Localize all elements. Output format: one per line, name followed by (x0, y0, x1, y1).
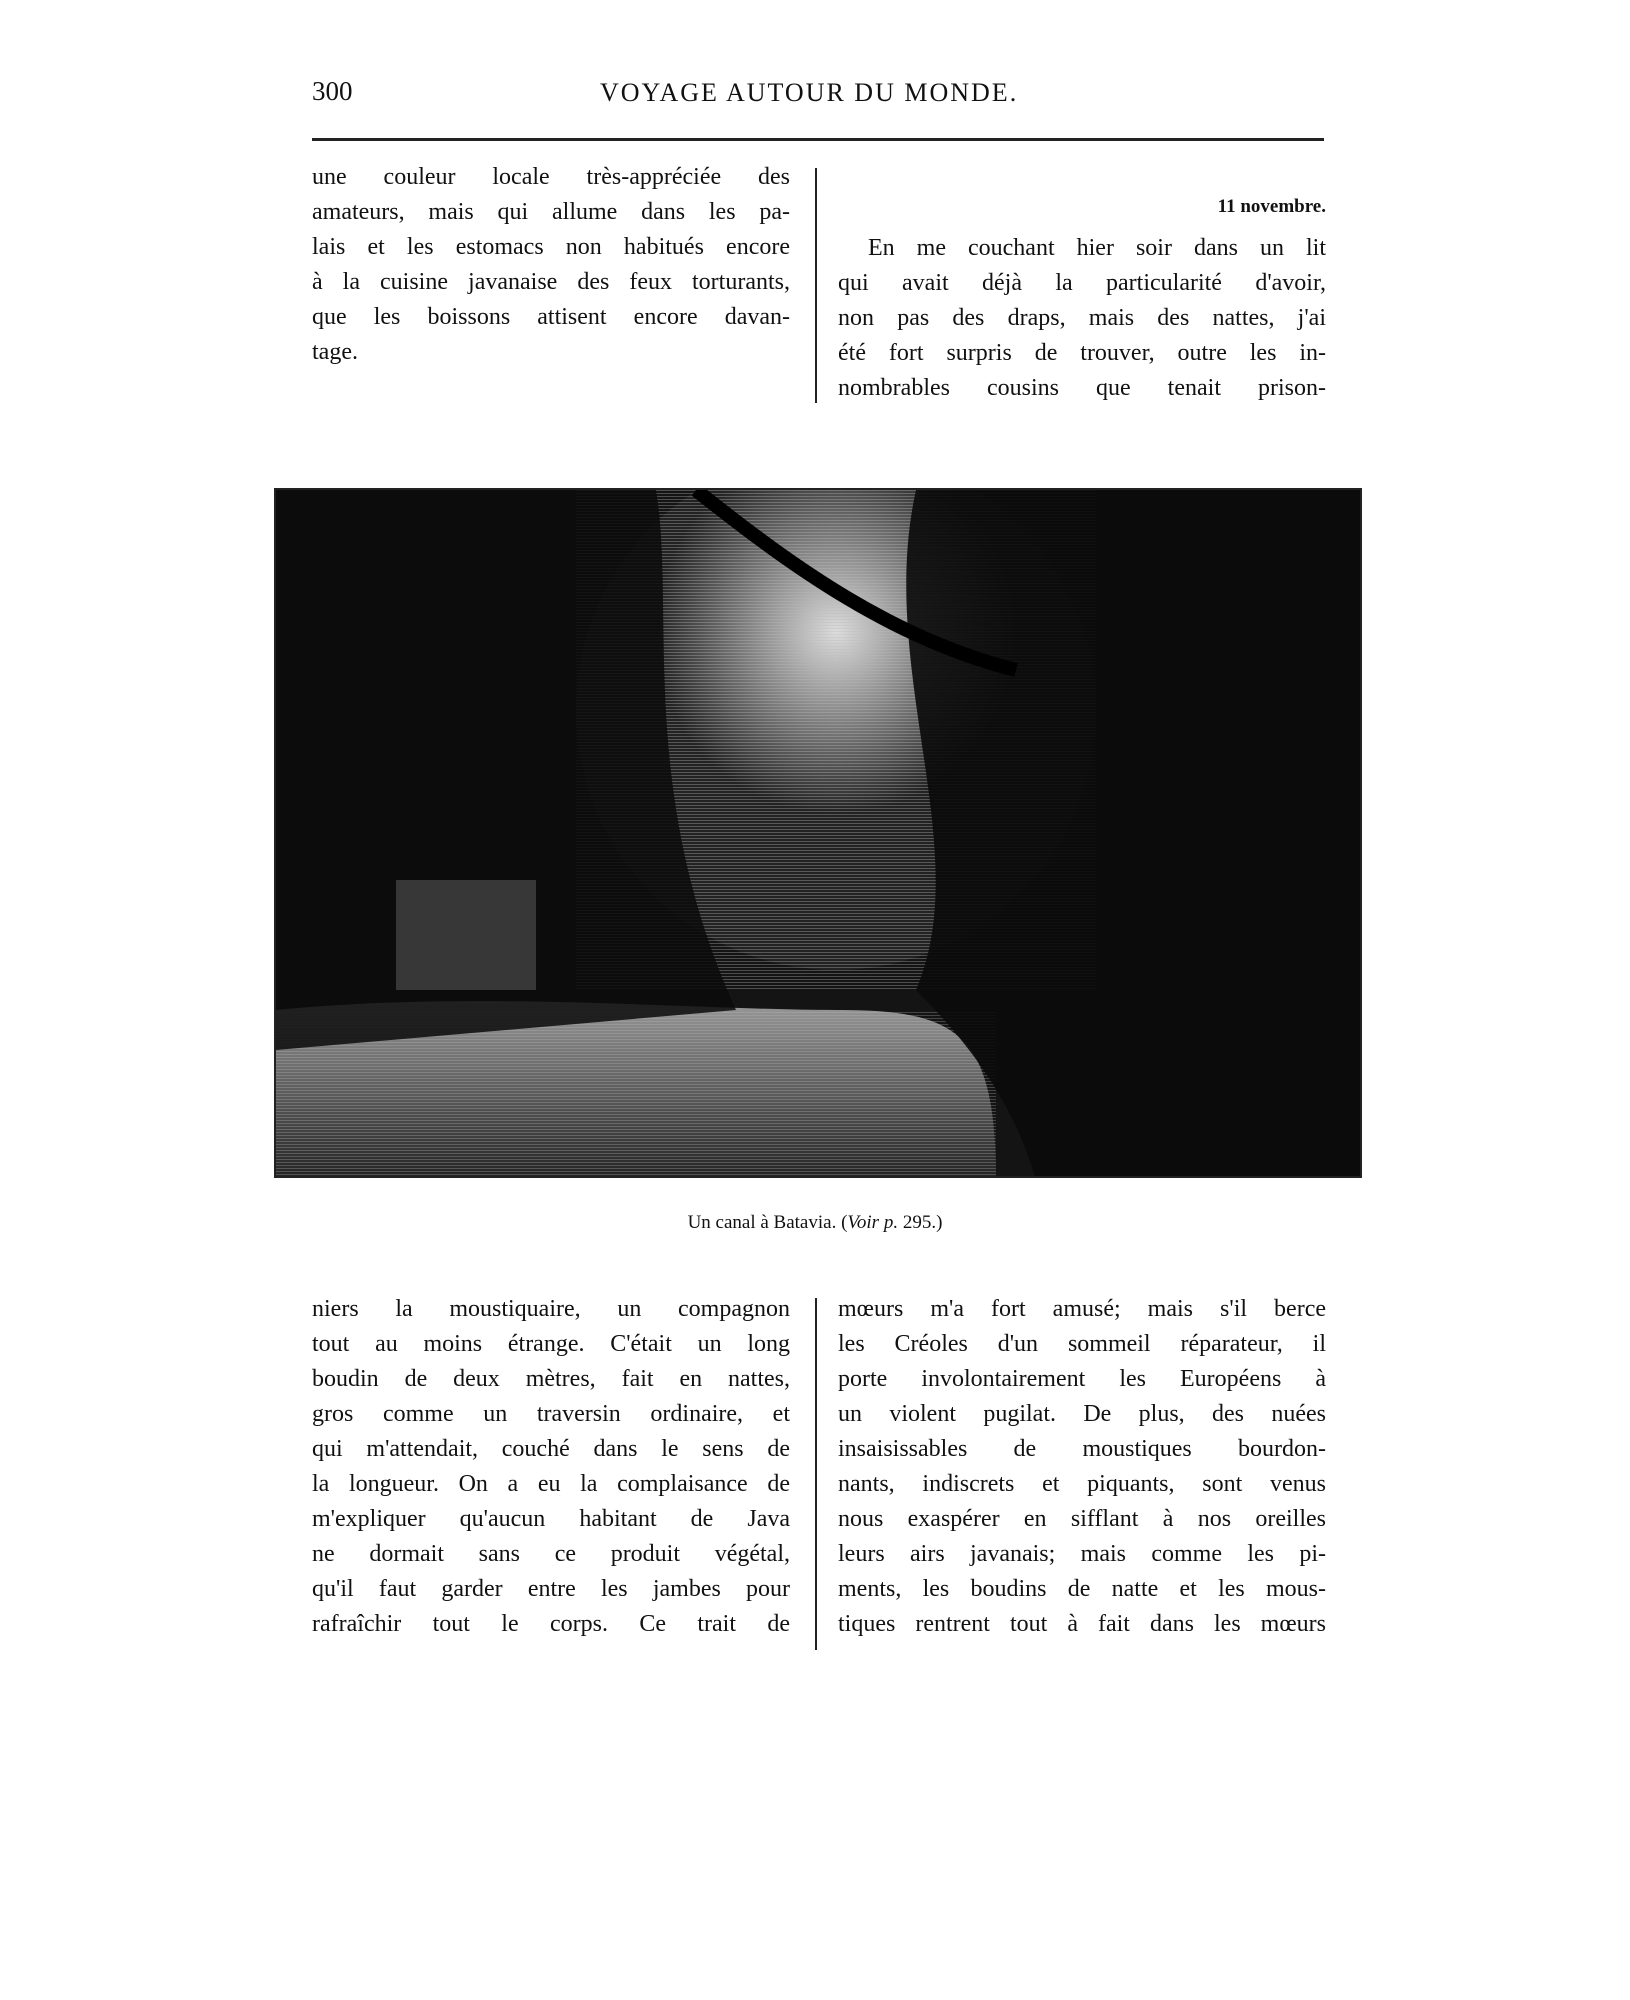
header-rule (312, 138, 1324, 141)
caption-page: 295.) (898, 1212, 943, 1233)
text-line: amateurs, mais qui allume dans les pa- (312, 199, 790, 225)
caption-reference: Voir p. (847, 1212, 899, 1233)
text-line: qui m'attendait, couché dans le sens de (312, 1436, 790, 1462)
diary-date: 11 novembre. (1217, 196, 1326, 217)
caption-text: Un canal à Batavia. ( (687, 1212, 848, 1233)
text-line: boudin de deux mètres, fait en nattes, (312, 1366, 790, 1392)
text-line: rafraîchir tout le corps. Ce trait de (312, 1611, 790, 1637)
text-line: niers la moustiquaire, un compagnon (312, 1296, 790, 1322)
text-line: nants, indiscrets et piquants, sont venus (838, 1471, 1326, 1497)
bottom-left-column (312, 1292, 790, 1642)
text-line: été fort surpris de trouver, outre les in- (838, 340, 1326, 366)
text-line: qu'il faut garder entre les jambes pour (312, 1576, 790, 1602)
text-line: lais et les estomacs non habitués encore (312, 234, 790, 260)
text-line: ne dormait sans ce produit végétal, (312, 1541, 790, 1567)
text-line: nous exaspérer en sifflant à nos oreilles (838, 1506, 1326, 1532)
text-line: tiques rentrent tout à fait dans les mœurs (838, 1611, 1326, 1637)
text-line: tout au moins étrange. C'était un long (312, 1331, 790, 1357)
text-line: tage. (312, 339, 358, 365)
text-line: non pas des draps, mais des nattes, j'ai (838, 305, 1326, 331)
text-line: qui avait déjà la particularité d'avoir, (838, 270, 1326, 296)
column-divider (815, 168, 817, 403)
figure-caption (0, 1212, 1630, 1234)
text-line: que les boissons attisent encore davan- (312, 304, 790, 330)
text-line: nombrables cousins que tenait prison- (838, 375, 1326, 401)
column-divider (815, 1298, 817, 1650)
page-number: 300 (312, 76, 353, 106)
running-title: VOYAGE AUTOUR DU MONDE. (600, 78, 1019, 107)
text-line: gros comme un traversin ordinaire, et (312, 1401, 790, 1427)
text-line: une couleur locale très-appréciée des (312, 164, 790, 190)
text-line: En me couchant hier soir dans un lit (868, 235, 1326, 261)
text-line: à la cuisine javanaise des feux torturants, (312, 269, 790, 295)
text-line: leurs airs javanais; mais comme les pi- (838, 1541, 1326, 1567)
engraving-canal-batavia (274, 488, 1362, 1178)
top-right-column (838, 231, 1326, 406)
text-line: porte involontairement les Européens à (838, 1366, 1326, 1392)
text-line: la longueur. On a eu la complaisance de (312, 1471, 790, 1497)
text-line: un violent pugilat. De plus, des nuées (838, 1401, 1326, 1427)
text-line: m'expliquer qu'aucun habitant de Java (312, 1506, 790, 1532)
text-line: insaisissables de moustiques bourdon- (838, 1436, 1326, 1462)
bottom-right-column (838, 1292, 1326, 1642)
top-left-column (312, 160, 790, 370)
text-line: ments, les boudins de natte et les mous- (838, 1576, 1326, 1602)
text-line: les Créoles d'un sommeil réparateur, il (838, 1331, 1326, 1357)
engraving-illustration (276, 490, 1362, 1178)
text-line: mœurs m'a fort amusé; mais s'il berce (838, 1296, 1326, 1322)
